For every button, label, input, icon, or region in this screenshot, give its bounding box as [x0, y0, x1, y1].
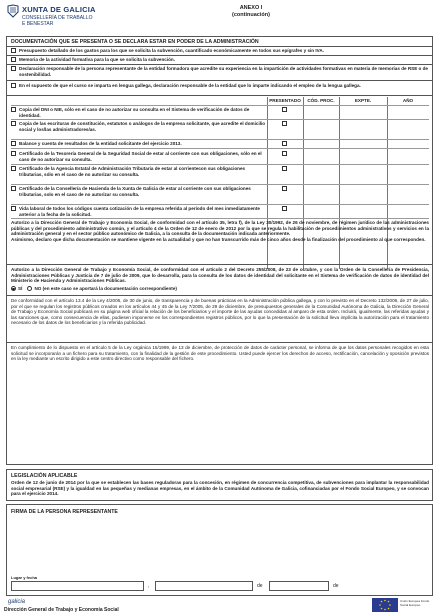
legislation-title: LEGISLACIÓN APLICABLE [11, 473, 78, 479]
month-field[interactable] [269, 581, 329, 591]
checkbox[interactable] [11, 83, 16, 88]
legislation-text: Orden de 12 de junio de 2014 por la que se establecen las bases reguladoras para la concesión, en régimen de concurrencia competitiva, de subvenciones para implantar la responsabilidad social empresarial (RSE) y la igualdad en las pequeñas y medianas empresas, en el ámbito de la Comunidad Autónoma de Galicia, cofinanciadas por el Fondo Social Europeo, y se convocan para el ejercicio 2014. [11, 480, 429, 497]
column-header: EXPTE. [354, 98, 372, 103]
column-header: AÑO [402, 98, 414, 103]
checkbox[interactable] [11, 121, 16, 126]
checkbox[interactable] [11, 107, 16, 112]
separator-text: , [148, 583, 150, 589]
place-field[interactable] [11, 581, 144, 591]
consult-text: Autorizo a la Dirección General de Trabajo y Economía Social, de conformidad con el artículo 2 del Decreto 255/2008, de 23 de octubre, y con la Orden de la Consellería de Presidencia, Administraciones Públicas y Justicia de 7 de julio de 2009, que lo desarrolla, para la consulta de los datos de identidad del solicitante en el Sistema de verificación de datos de identidad del Ministerio de Hacienda y Administraciones Públicas. [11, 267, 429, 284]
consent-options: SÍ NO (en este caso se aportará la documentación correspondiente) [11, 286, 429, 292]
column-header: CÓD. PROC. [307, 98, 335, 103]
checkbox[interactable] [11, 186, 16, 191]
transparency-text: De conformidad con el artículo 13.4 de la Ley 4/2006, de 30 de junio, de transparencia y de buenas prácticas en la Administración pública gallega, y con lo previsto en el Decreto 132/2006, de 27 de julio, por el que se regulan los registros públicos creados en los artículos 44 y 45 de la Ley 7/2005, de 29 de diciembre, de presupuestos generales de la Comunidad Autónoma de Galicia, la Dirección General de Trabajo y Economía Social publicará en su página web oficial la relación de los beneficiarios y el importe de las ayudas concedidas al amparo de esta orden. Incluirá, igualmente, las referidas ayudas y las sanciones que, como consecuencia de ellas, pudiesen imponerse en los correspondientes registros públicos, por lo que la presentación de la solicitud lleva implícita la autorización para el tratamiento necesario de los datos de los beneficiarios y la referida publicidad. [11, 298, 429, 326]
checkbox[interactable] [11, 141, 16, 146]
presented-checkbox[interactable] [282, 121, 287, 126]
documents-table: PRESENTADO CÓD. PROC. EXPTE. AÑO Copia del DNI o NIE, sólo en el caso de no autorizar su consulta en el Sistema de verificación de datos de identidad. Copia de las escrituras de constitución, estatutos o análogos de la empresa solicitante, que acredite el domicilio social y los/las administradores/as. Balance y cuenta de resultados de la entidad solicitante del ejercicio 2013. Certificado de la Tesorería General de la Seguridad Social de estar al corriente con sus obligaciones, sólo en el caso de no autorizar su consulta. Certificado de la Agencia Estatal de Administración Tributaria de estar al corrientecon sus obligaciones tributarias, sólo en el caso de no autorizar su consulta. Certificado de la Consellería de Hacienda de la Xunta de Galicia de estar al corriente con sus obligaciones tributarias, solo en el caso de no autorizar su consulta. Vida laboral de todos los códigos cuenta cotización de la empresa referida al período del mes inmediatamente anterior a la fecha de la solicitud. [11, 97, 429, 269]
yes-radio[interactable] [11, 286, 16, 291]
presented-checkbox[interactable] [282, 186, 287, 191]
checkbox[interactable] [11, 48, 16, 53]
checkbox[interactable] [11, 66, 16, 71]
checkbox[interactable] [11, 151, 16, 156]
logo-title: XUNTA DE GALICIA [22, 5, 96, 14]
presented-checkbox[interactable] [282, 151, 287, 156]
checkbox[interactable] [11, 57, 16, 62]
data-protection-text: En cumplimiento de lo dispuesto en el artículo 5 de la Ley orgánica 15/1999, de 13 de diciembre, de protección de datos de carácter personal, se informa de que los datos personales recogidos en esta solicitud se incorporarán a un fichero para su tratamiento, con la finalidad de la gestión de este procedimiento. Usted puede ejercer los derechos de acceso, rectificación, cancelación y oposición previstos en la ley mediante un escrito dirigido a este centro directivo como responsable del fichero. [11, 345, 429, 362]
day-field[interactable] [155, 581, 253, 591]
documentation-section: DOCUMENTACIÓN QUE SE PRESENTA O SE DECLARA ESTAR EN PODER DE LA ADMINISTRACIÓN Presupuesto detallado de los gastos para los que se solicita la subvención, cuantificado económicamente en todos sus epígrafes y sin IVA. Memoria de la actividad formativa para la que se solicita la subvención. Declaración responsable de la persona representante de la entidad formadora que acredite su experiencia en la impartición de actividades formativas en materia de memorias de RSE o de sostenibilidad. En el supuesto de que el curso se imparta en lengua gallega, declaración responsable de la entidad que lo imparte indicando el empleo de la lengua gallega. PRESENTADO CÓD. PROC. EXPTE. AÑO Copia del DNI o NIE, sólo en el caso de no autorizar su consulta en el Sistema de verificación de datos de identidad. Copia de las escrituras de constitución, estatutos o análogos de la empresa solicitante, que acredite el domicilio social y los/las administradores/as. Balance y cuenta de resultados de la entidad solicitante del ejercicio 2013. Certificado de la Tesorería General de la Seguridad Social de estar al corriente con sus obligaciones, sólo en el caso de no autorizar su consulta. Certificado de la Agencia Estatal de Administración Tributaria de estar al corrientecon sus obligaciones tributarias, sólo en el caso de no autorizar su consulta. Certificado de la Consellería de Hacienda de la Xunta de Galicia de estar al corriente con sus obligaciones tributarias, solo en el caso de no autorizar su consulta. Vida laboral de todos los códigos cuenta cotización de la empresa referida al período del mes inmediatamente anterior a la fecha de la solicitud. Autorizo a la Dirección General de Trabajo y Economía Social, de conformidad con el artículo 35, letra f), de la Ley 30/1992, de 26 de noviembre, de régimen jurídico de las administraciones públicas y del procedimiento administrativo común, y el artículo 4 de la Orden de 12 de enero de 2012 por la que se regula la habilitación de procedimientos administrativos y servicios en la administración general y en el sector público autonómico de Galicia, a la consulta de la documentación indicada anteriormente. Asimismo, declaro que dicha documentación se mantiene vigente en la actualidad y que no han transcurrido más de cinco años desde la finalización del procedimiento al que corresponden. Autorizo a la Dirección General de Trabajo y Economía Social, de conformidad con el artículo 2 del Decreto 255/2008, de 23 de octubre, y con la Orden de la Consellería de Presidencia, Administraciones Públicas y Justicia de 7 de julio de 2009, que lo desarrolla, para la consulta de los datos de identidad del solicitante en el Sistema de verificación de datos de identidad del Ministerio de Hacienda y Administraciones Públicas. SÍ NO (en este caso se aportará la documentación correspondiente) De conformidad con el artículo 13.4 de la Ley 4/2006, de 30 de junio, de transparencia y de buenas prácticas en la Administración pública gallega, y con lo previsto en el Decreto 132/2006, de 27 de julio, por el que se regulan los registros públicos creados en los artículos 44 y 45 de la Ley 7/2005, de 29 de diciembre, de presupuestos generales de la Comunidad Autónoma de Galicia, la Dirección General de Trabajo y Economía Social publicará en su página web oficial la relación de los beneficiarios y el importe de las ayudas concedidas al amparo de esta orden. Incluirá, igualmente, las referidas ayudas y las sanciones que, como consecuencia de ellas, pudiesen imponerse en los correspondientes registros públicos, por lo que la presentación de la solicitud lleva implícita la autorización para el tratamiento necesario de los datos de los beneficiarios y la referida publicidad. En cumplimiento de lo dispuesto en el artículo 5 de la Ley orgánica 15/1999, de 13 de diciembre, de protección de datos de carácter personal, se informa de que los datos personales recogidos en esta solicitud se incorporarán a un fichero para su tratamiento, con la finalidad de la gestión de este procedimiento. Usted puede ejercer los derechos de acceso, rectificación, cancelación y oposición previstos en la ley mediante un escrito dirigido a este centro directivo como responsable del fichero. [6, 36, 433, 465]
directorate-name: Dirección General de Trabajo y Economía Social [4, 607, 119, 613]
eu-caption: Unión Europea Fondo Social Europeo [400, 599, 430, 607]
separator-text: de [257, 583, 263, 589]
signature-section [6, 504, 433, 596]
presented-checkbox[interactable] [282, 141, 287, 146]
column-header: PRESENTADO [269, 98, 301, 103]
checkbox[interactable] [11, 206, 16, 211]
logo-subtitle: CONSELLERÍA DE TRABALLO E BENESTAR [22, 15, 93, 27]
checkbox[interactable] [11, 166, 16, 171]
xunta-logo-icon [6, 4, 20, 18]
annex-title: ANEXO I (continuación) [232, 5, 270, 18]
presented-checkbox[interactable] [282, 166, 287, 171]
header [6, 4, 433, 32]
presented-checkbox[interactable] [282, 107, 287, 112]
section-title: DOCUMENTACIÓN QUE SE PRESENTA O SE DECLARA ESTAR EN PODER DE LA ADMINISTRACIÓN [11, 39, 259, 45]
authorization-text: Autorizo a la Dirección General de Trabajo y Economía Social, de conformidad con el artículo 35, letra f), de la Ley 30/1992, de 26 de noviembre, de régimen jurídico de las administraciones públicas y del procedimiento administrativo común, y el artículo 4 de la Orden de 12 de enero de 2012 por la que se regula la habilitación de procedimientos administrativos y servicios en la administración general y en el sector público autonómico de Galicia, a la consulta de la documentación indicada anteriormente. Asimismo, declaro que dicha documentación se mantiene vigente en la actualidad y que no han transcurrido más de cinco años desde la finalización del procedimiento al que corresponden. [11, 220, 429, 242]
place-date-label: Lugar y fecha [11, 575, 38, 580]
no-radio[interactable] [27, 286, 32, 291]
separator-text: de [333, 583, 339, 589]
galicia-logo: galicia [8, 599, 26, 605]
signature-title: FIRMA DE LA PERSONA REPRESENTANTE [11, 509, 118, 515]
legislation-section [6, 469, 433, 501]
eu-flag-icon [372, 598, 398, 612]
presented-checkbox[interactable] [282, 206, 287, 211]
